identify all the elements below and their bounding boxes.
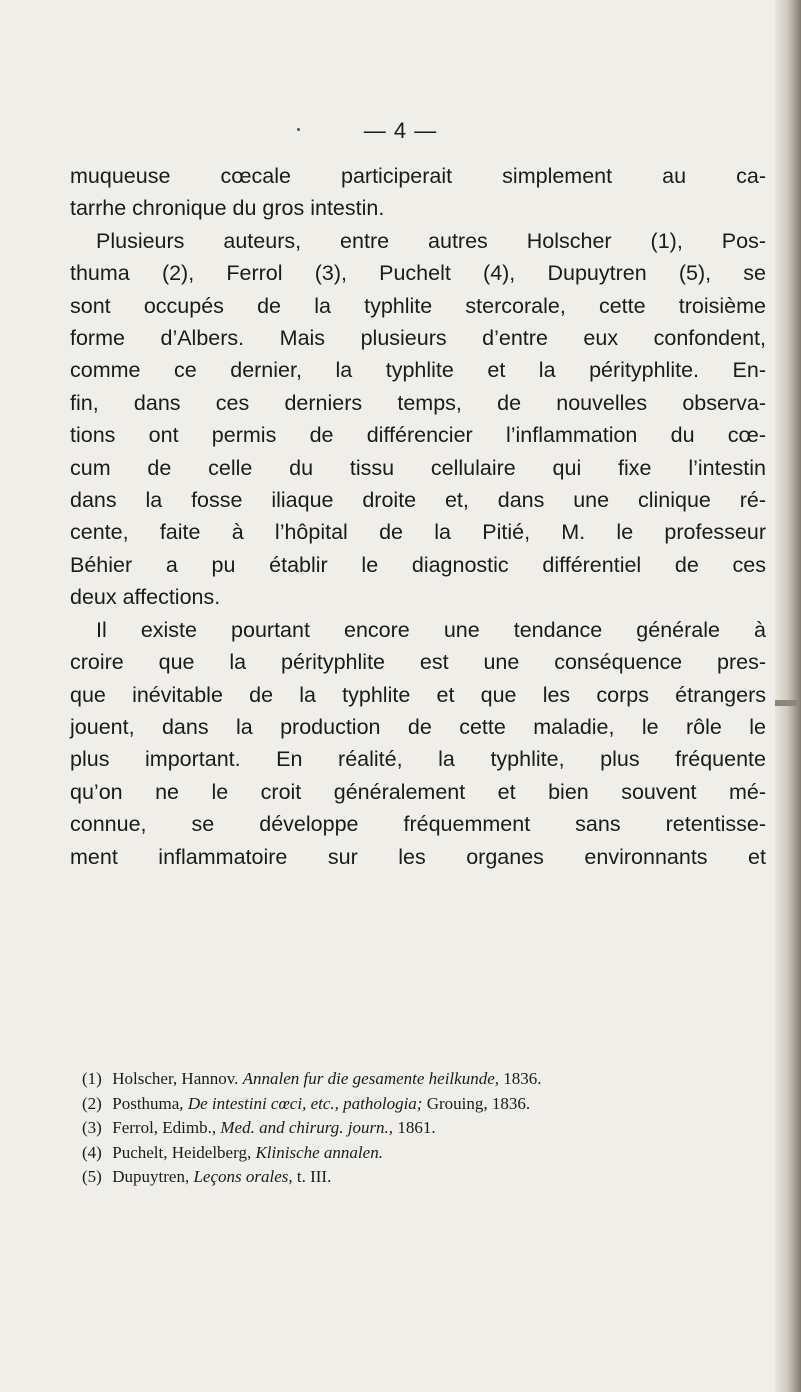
footnotes xyxy=(82,1067,766,1190)
text-line: Il existe pourtant encore une tendance générale à xyxy=(96,617,766,642)
footnote-details: 1861. xyxy=(397,1118,436,1138)
footnote xyxy=(82,1141,766,1166)
footnote-title: Leçons orales, xyxy=(193,1167,293,1187)
text-line: cente, faite à l’hôpital de la Pitié, M. le professeur xyxy=(70,520,766,545)
text-line: Plusieurs auteurs, entre autres Holscher (1), Pos- xyxy=(96,228,766,253)
text-line: croire que la pérityphlite est une conséquence pres- xyxy=(70,650,766,675)
footnote-number: (1) xyxy=(82,1069,102,1088)
footnote-author: Dupuytren, xyxy=(112,1167,190,1187)
text-line: Béhier a pu établir le diagnostic différentiel de ces xyxy=(70,552,766,577)
text-line: tarrhe chronique du gros intestin. xyxy=(70,196,385,221)
body-text xyxy=(70,160,766,873)
text-line: forme d’Albers. Mais plusieurs d’entre eux confondent, xyxy=(70,326,766,351)
footnote-details: 1836. xyxy=(503,1069,542,1088)
footnote xyxy=(82,1067,766,1092)
text-line: deux affections. xyxy=(70,585,221,610)
footnote-author: Puchelt, Heidelberg, xyxy=(112,1142,252,1162)
footnote-number: (4) xyxy=(82,1142,102,1162)
footnote-title: Med. and chirurg. journ., xyxy=(220,1118,394,1138)
text-line: muqueuse cœcale participerait simplement au ca- xyxy=(70,164,766,188)
footnote-title: Klinische annalen. xyxy=(255,1142,383,1162)
text-line: qu’on ne le croit généralement et bien souvent mé- xyxy=(70,779,766,804)
footnote xyxy=(82,1092,766,1117)
text-line: jouent, dans la production de cette maladie, le rôle le xyxy=(70,714,766,739)
footnote-details: t. III. xyxy=(296,1167,332,1187)
page-edge-mark xyxy=(775,700,797,706)
text-line: ment inflammatoire sur les organes environnants et xyxy=(70,844,766,869)
footnote-author: Ferrol, Edimb., xyxy=(112,1118,217,1138)
footnote-number: (5) xyxy=(82,1167,102,1187)
text-line: dans la fosse iliaque droite et, dans une clinique ré- xyxy=(70,488,766,513)
footnote-number: (2) xyxy=(82,1093,102,1113)
page-edge-shadow xyxy=(775,0,801,1392)
text-line: fin, dans ces derniers temps, de nouvelles observa- xyxy=(70,390,766,415)
text-line: connue, se développe fréquemment sans retentisse- xyxy=(70,812,766,837)
footnote-details: Grouing, 1836. xyxy=(426,1093,531,1113)
footnote-author: Holscher, Hannov. xyxy=(112,1069,239,1088)
footnote-title: Annalen fur die gesamente heilkunde, xyxy=(242,1069,500,1088)
footnote xyxy=(82,1165,766,1190)
page-number-header: — 4 — xyxy=(363,118,438,143)
footnote xyxy=(82,1116,766,1141)
text-line: que inévitable de la typhlite et que les corps étrangers xyxy=(70,682,766,707)
text-line: sont occupés de la typhlite stercorale, cette troisième xyxy=(70,293,766,318)
text-line: tions ont permis de différencier l’inflammation du cœ- xyxy=(70,423,766,448)
footnote-title: De intestini cœci, etc., pathologia; xyxy=(187,1093,423,1113)
footnote-number: (3) xyxy=(82,1118,102,1138)
text-line: thuma (2), Ferrol (3), Puchelt (4), Dupuytren (5), se xyxy=(70,261,766,286)
text-line: cum de celle du tissu cellulaire qui fixe l’intestin xyxy=(70,455,766,480)
footnote-author: Posthuma, xyxy=(112,1093,184,1113)
text-line: plus important. En réalité, la typhlite, plus fréquente xyxy=(70,747,766,772)
text-line: comme ce dernier, la typhlite et la pérityphlite. En- xyxy=(70,358,766,383)
